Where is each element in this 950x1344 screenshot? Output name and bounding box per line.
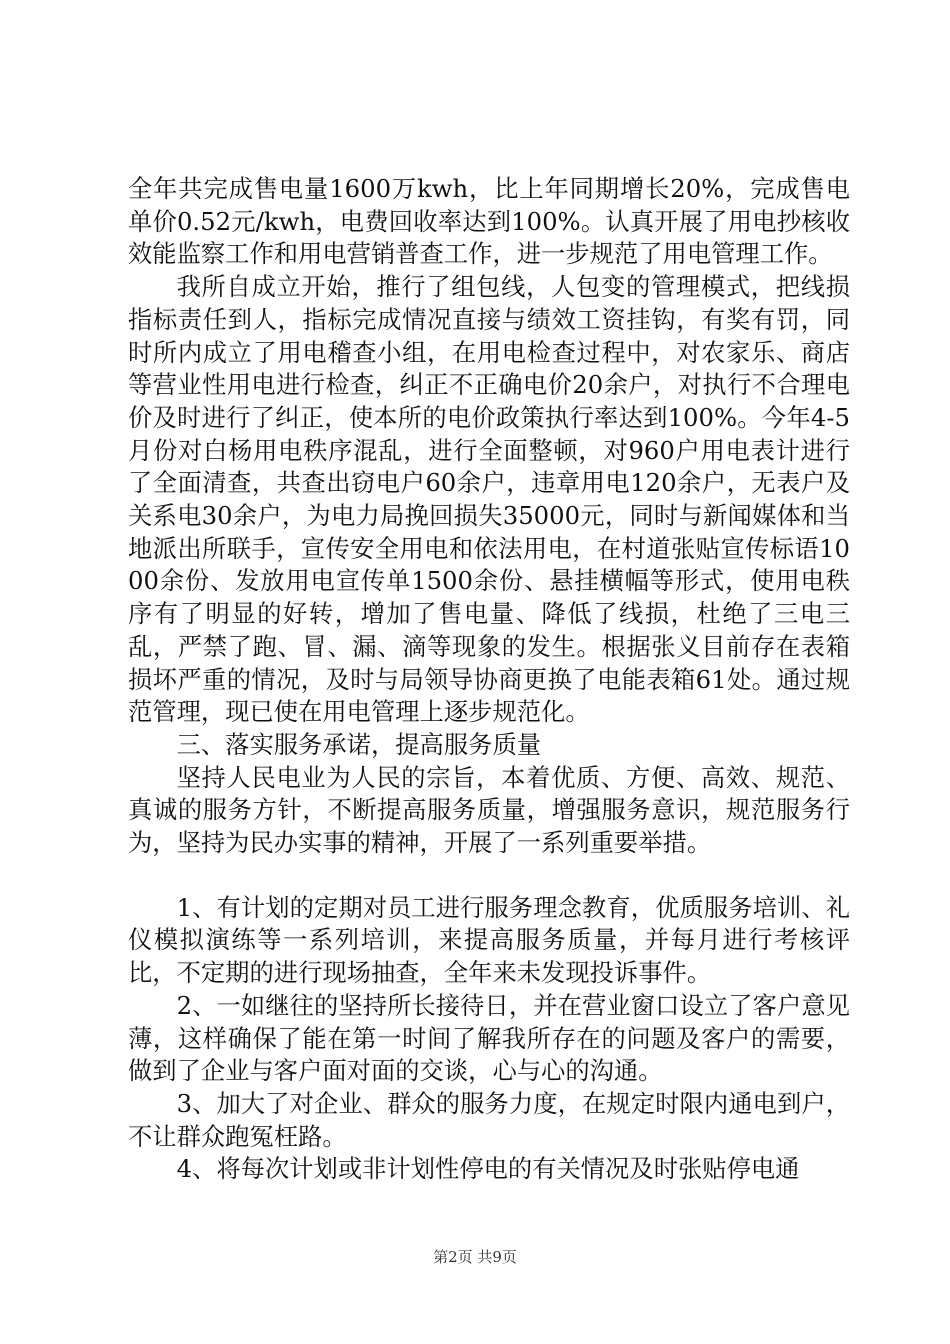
- section-heading-service: 三、落实服务承诺，提高服务质量: [176, 729, 542, 759]
- document-body: [128, 173, 850, 1186]
- paragraph-sales-summary: 全年共完成售电量1600万kwh，比上年同期增长20%，完成售电单价0.52元/kwh，电费回收率达到100%。认真开展了用电抄核收效能监察工作和用电营销普查工作，进一步规范了用电管理工作。: [128, 174, 850, 269]
- page-footer: 第2页 共9页: [433, 1248, 517, 1266]
- list-item-reception-day: 2、一如继往的坚持所长接待日，并在营业窗口设立了客户意见薄，这样确保了能在第一时间了解我所存在的问题及客户的需要，做到了企业与客户面对面的交谈，心与心的沟通。: [128, 990, 850, 1086]
- list-item-training: 1、有计划的定期对员工进行服务理念教育，优质服务培训、礼仪模拟演练等一系列培训，来提高服务质量，并每月进行考核评比，不定期的进行现场抽查，全年来未发现投诉事件。: [128, 892, 850, 988]
- paragraph-line-loss-management: 我所自成立开始，推行了组包线，人包变的管理模式，把线损指标责任到人，指标完成情况直接与绩效工资挂钩，有奖有罚，同时所内成立了用电稽查小组，在用电检查过程中，对农家乐、商店等营业性用电进行检查，纠正不正确电价20余户，对执行不合理电价及时进行了纠正，使本所的电价政策执行率达到100%。今年4-5月份对白杨用电秩序混乱，进行全面整顿，对960户用电表计进行了全面清查，共查出窃电户60余户，违章用电120余户，无表户及关系电30余户，为电力局挽回损失35000元，同时与新闻媒体和当地派出所联手，宣传安全用电和依法用电，在村道张贴宣传标语1000余份、发放用电宣传单1500余份、悬挂横幅等形式，使用电秩序有了明显的好转，增加了售电量、降低了线损，杜绝了三电三乱，严禁了跑、冒、漏、滴等现象的发生。根据张义目前存在表箱损坏严重的情况，及时与局领导协商更换了电能表箱61处。通过规范管理，现已使在用电管理上逐步规范化。: [128, 272, 850, 727]
- list-item-service-strength: 3、加大了对企业、群众的服务力度，在规定时限内通电到户，不让群众跑冤枉路。: [128, 1088, 850, 1151]
- paragraph-service-policy: 坚持人民电业为人民的宗旨，本着优质、方便、高效、规范、真诚的服务方针，不断提高服务质量，增强服务意识，规范服务行为，坚持为民办实事的精神，开展了一系列重要举措。: [128, 762, 850, 858]
- list-item-outage-notice: 4、将每次计划或非计划性停电的有关情况及时张贴停电通: [176, 1154, 800, 1184]
